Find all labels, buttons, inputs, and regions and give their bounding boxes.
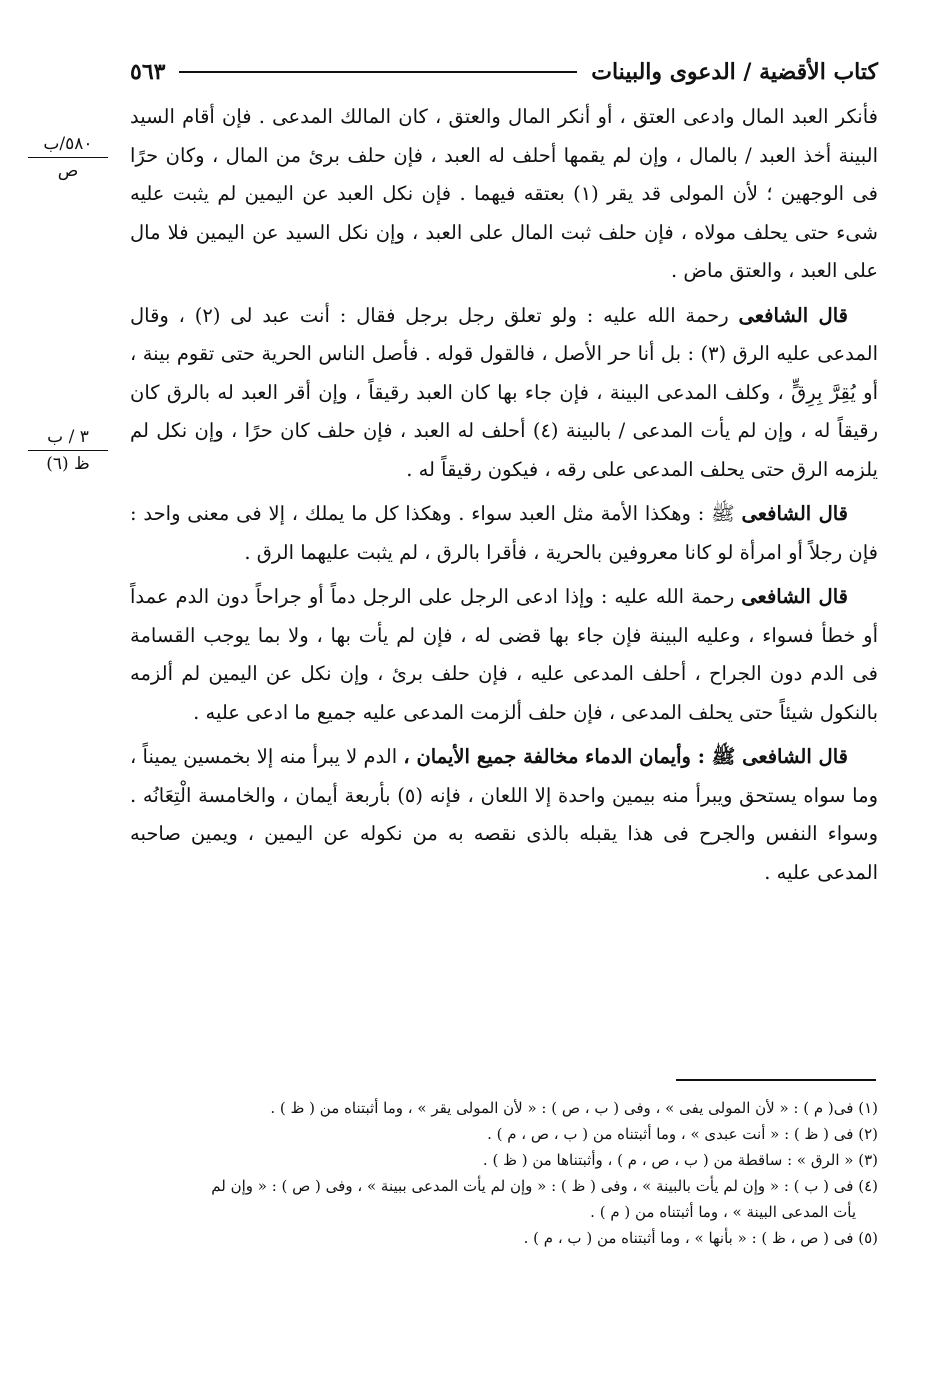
footnote: (٢) فى ( ظ ) : « أنت عبدى » ، وما أثبتناه من ( ب ، ص ، م ) . (487, 1125, 878, 1143)
footnote: (١) فى( م ) : « لأن المولى يفى » ، وفى ( ب ، ص ) : « لأن المولى يقر » ، وما أثبتناه من ( ظ ) . (270, 1099, 878, 1117)
paragraph-text: رحمة الله عليه : وإذا ادعى الرجل على الرجل دماً أو جراحاً دون الدم عمداً أو خطأ فسواء ، وعليه البينة فإن جاء بها قضى له ، فإن لم يأت بها ، ولا بما يوجب القسامة فى الدم دون الجراح ، أحلف المدعى عليه ، فإن حلف برئ ، وإن نكل عن اليمين لم ألزمه بالنكول شيئاً حتى يحلف المدعى ، فإن حلف ألزمت المدعى عليه جميع ما ادعى عليه . (130, 585, 878, 724)
margin-note-siglum: ص (57, 161, 79, 181)
paragraph-lead: قال الشافعى (742, 745, 848, 768)
paragraph-lead: قال الشافعى (741, 502, 848, 525)
footnote: (٣) « الرق » : ساقطة من ( ب ، ص ، م ) ، وأثبتناها من ( ظ ) . (482, 1151, 878, 1169)
footnotes (130, 1095, 878, 1251)
paragraph-text: رحمة الله عليه : ولو تعلق رجل برجل فقال : أنت عبد لى (٢) ، وقال المدعى عليه الرق (٣) : بل أنا حر الأصل ، فالقول قوله . فأصل الناس الحرية حتى تقوم بينة ، أو يُقِرَّ بِرِقٍّ ، وكلف المدعى البينة ، فإن جاء بها كان العبد رقيقاً ، وإن أقر العبد له بالرق كان رقيقاً له ، وإن لم يأت المدعى / بالبينة (٤) أحلف له العبد ، فإن حلف كان حرًا ، وإن نكل لم يلزمه الرق حتى يحلف المدعى على رقه ، فيكون رقيقاً له . (130, 303, 878, 481)
footnote-continuation: يأت المدعى البينة » ، وما أثبتناه من ( م ) . (590, 1203, 856, 1221)
page-header (130, 52, 878, 92)
margin-note-folio: ٣ / ب (28, 426, 108, 451)
paragraph (130, 738, 878, 892)
running-title: كتاب الأقضية / الدعوى والبينات (591, 59, 878, 85)
paragraph-bold-phrase: ﷺ : وأيمان الدماء مخالفة جميع الأيمان ، (403, 745, 743, 768)
paragraph-lead: قال الشافعى (741, 585, 848, 608)
paragraph (130, 578, 878, 732)
header-rule (179, 71, 577, 73)
margin-note-siglum: ظ (٦) (46, 454, 90, 474)
paragraph (130, 495, 878, 572)
margin-note-1 (28, 133, 108, 182)
margin-note-2 (28, 426, 108, 475)
paragraph (130, 297, 878, 490)
paragraph-lead: قال الشافعى (738, 303, 848, 327)
footnote: (٥) فى ( ص ، ظ ) : « بأنها » ، وما أثبتناه من ( ب ، م ) . (523, 1229, 878, 1247)
paragraph-text: فأنكر العبد المال وادعى العتق ، أو أنكر المال والعتق ، كان المالك المدعى . فإن أقام السيد البينة أخذ العبد / بالمال ، وإن لم يقمها أحلف له العبد ، فإن حلف برئ من المال ، وكان حرًا فى الوجهين ؛ لأن المولى قد يقر (١) بعتقه فيهما . فإن نكل العبد عن اليمين لم يثبت عليه شىء حتى يحلف مولاه ، فإن حلف ثبت المال على العبد ، وإن نكل السيد عن اليمين فلا مال على العبد ، والعتق ماض . (130, 105, 878, 282)
footnote: (٤) فى ( ب ) : « وإن لم يأت بالبينة » ، وفى ( ظ ) : « وإن لم يأت المدعى ببينة » ، وفى ( ص ) : « وإن لم (211, 1177, 878, 1195)
paragraph (130, 98, 878, 291)
paragraph-text: ﷺ : وهكذا الأمة مثل العبد سواء . وهكذا كل ما يملك ، إلا فى معنى واحد : فإن رجلاً أو امرأة لو كانا معروفين بالحرية ، فأقرا بالرق ، لم يثبت عليهما الرق . (130, 502, 878, 564)
paragraph-text: الدم لا يبرأ منه إلا بخمسين يميناً ، وما سواه يستحق ويبرأ منه بيمين واحدة إلا اللعان ، فإنه (٥) بأربعة أيمان ، والخامسة الْتِعَانُه . وسواء النفس والجرح فى هذا يقبله بالذى نقصه به من نكوله عن اليمين ، ويمين صاحبه المدعى عليه . (130, 745, 878, 884)
main-text (130, 98, 878, 898)
margin-note-folio: ٥٨٠/ب (28, 133, 108, 158)
page-number: ٥٦٣ (130, 59, 166, 85)
footnote-rule (676, 1079, 876, 1081)
